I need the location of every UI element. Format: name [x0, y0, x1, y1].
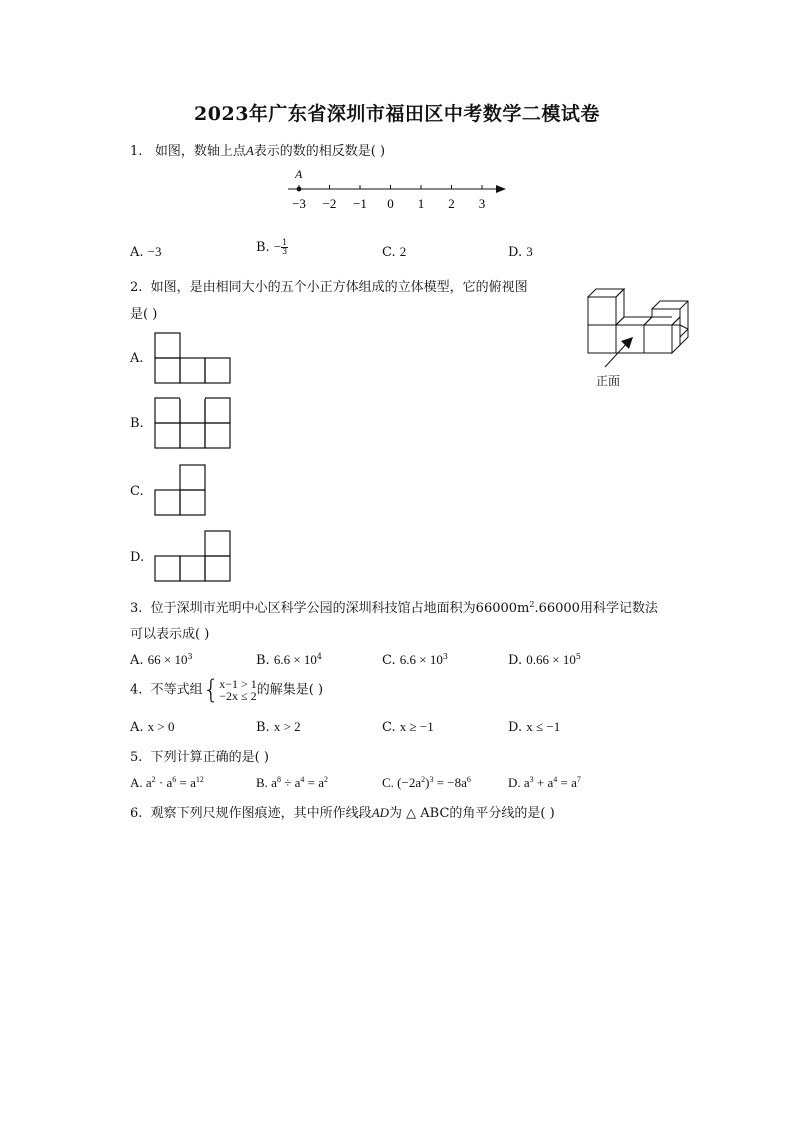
cube-side-face [680, 325, 688, 345]
number-line-tick-label: −3 [292, 196, 306, 211]
question-number: 1. [130, 144, 143, 159]
option-b[interactable]: B. $6.6 \times 10^4$ [256, 652, 323, 668]
question-3: 3. 位于深圳市光明中心区科学公园的深圳科技馆占地面积为$66000m^2.66000$用科学记数法 [130, 600, 658, 616]
question-number: 6. [130, 806, 143, 821]
question-stem: 如图，是由相同大小的五个小正方体组成的立体模型，它的俯视图 [150, 280, 528, 295]
cube-back-outline [644, 301, 688, 337]
question-3-line2: 可以表示成( ) [130, 627, 210, 642]
question-2 [130, 276, 528, 295]
option-c[interactable]: C. x ≥ −1 [382, 719, 434, 735]
question-variable: A [245, 143, 254, 158]
cube-top-face [616, 317, 652, 325]
question-number: 2. [130, 280, 143, 295]
option-a[interactable]: A. $66 \times 10^3$ [130, 652, 193, 668]
question-number: 3. [130, 601, 143, 616]
option-c-label[interactable]: C. [130, 484, 144, 499]
option-b[interactable]: B. x > 2 [256, 719, 301, 735]
point-a-marker [297, 187, 302, 192]
cube-front-face [588, 297, 616, 325]
question-stem: 观察下列尺规作图痕迹，其中所作线段 [150, 806, 372, 821]
option-b-label[interactable]: B. [130, 416, 144, 431]
cube-model-figure [585, 283, 697, 393]
option-c[interactable]: C. $(-2a^2)^3 = -8a^6$ [382, 775, 471, 790]
fraction: $\frac{1}{3}$ [282, 238, 288, 256]
question-4: 4. 不等式组{ x−1 > 1 −2x ≤ 2 的解集是( ) [130, 675, 324, 705]
question-2-line2: 是( ) [130, 307, 158, 322]
question-stem: 下列计算正确的是( ) [150, 750, 269, 765]
option-b[interactable]: B. $a^8 \div a^4 = a^2$ [256, 775, 328, 790]
option-a-view[interactable] [153, 332, 233, 384]
cube-front-face [644, 325, 672, 353]
cube-side-face [672, 317, 680, 353]
question-number: 4. [130, 682, 143, 698]
arrow-head-icon [496, 185, 506, 193]
option-c[interactable]: C. $6.6 \times 10^3$ [382, 652, 448, 668]
question-stem: 如图，数轴上点 [154, 144, 246, 159]
point-a-label: A [295, 167, 303, 181]
option-a[interactable]: A. x > 0 [130, 719, 175, 735]
front-label: 正面 [596, 374, 621, 388]
question-stem-end: 表示的数的相反数是( ) [253, 144, 386, 159]
number-line-figure [280, 162, 520, 216]
question-6: 6. 观察下列尺规作图痕迹，其中所作线段AD为 △ ABC的角平分线的是( ) [130, 805, 555, 821]
option-c[interactable]: C. 2 [382, 244, 407, 260]
question-number: 5. [130, 750, 143, 765]
cube-side-face [616, 289, 624, 325]
option-b[interactable]: B. − $\frac{1}{3}$ [256, 238, 288, 256]
number-line-tick-label: −2 [322, 196, 337, 211]
option-d[interactable]: D. $0.66 \times 10^5$ [508, 652, 581, 668]
option-a-label[interactable]: A. [130, 351, 144, 366]
option-b-view[interactable] [153, 397, 233, 449]
option-d-label[interactable]: D. [130, 550, 145, 565]
inequality-system: x−1 > 1 −2x ≤ 2 [219, 677, 257, 703]
cube-front-face [588, 325, 616, 353]
option-d-view[interactable] [153, 530, 233, 582]
cube-top-face [588, 289, 624, 297]
cube-edge [680, 301, 688, 309]
option-d[interactable]: D. x ≤ −1 [508, 719, 561, 735]
option-a[interactable]: A. $a^2 \cdot a^6 = a^{12}$ [130, 775, 204, 790]
number-line-tick-label: 2 [448, 196, 455, 211]
brace-icon: { [202, 675, 220, 705]
question-5 [130, 746, 269, 765]
option-a[interactable]: A. −3 [130, 244, 162, 260]
number-line-tick-label: 3 [478, 196, 486, 211]
number-line-tick-label: 0 [387, 196, 394, 211]
question-1 [130, 140, 385, 159]
option-c-view[interactable] [153, 464, 209, 516]
option-d[interactable]: D. $a^3 + a^4 = a^7$ [508, 775, 581, 790]
question-stem: 不等式组 [150, 682, 203, 698]
number-line-tick-label: −1 [353, 196, 367, 211]
number-line-tick-label: 1 [417, 196, 425, 211]
question-stem: 位于深圳市光明中心区科学公园的深圳科技馆占地面积为66000m [150, 601, 530, 616]
page-title: 2023年广东省深圳市福田区中考数学二模试卷 [194, 103, 600, 125]
option-d[interactable]: D. 3 [508, 244, 533, 260]
